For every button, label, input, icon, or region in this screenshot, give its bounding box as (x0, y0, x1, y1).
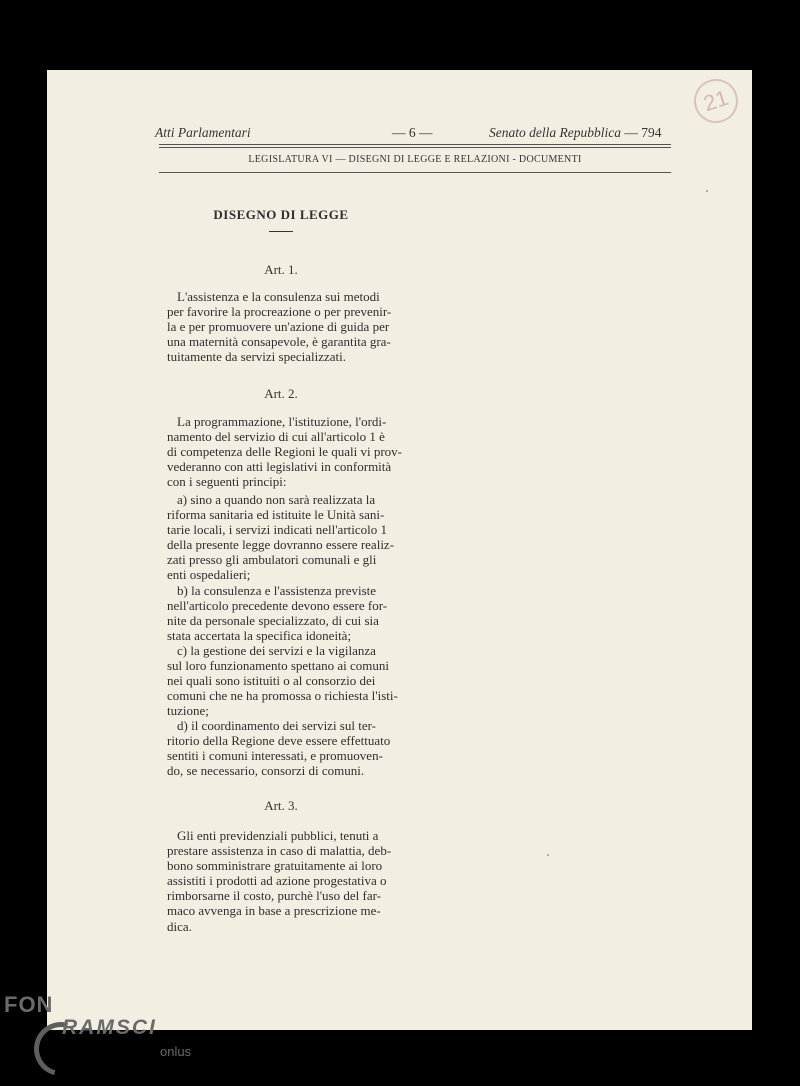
text-line: assistiti i prodotti ad azione progestativa o (167, 873, 387, 889)
header-doc-number: — 794 (624, 125, 662, 140)
text-line: do, se necessario, consorzi di comuni. (167, 763, 365, 779)
legislature-subheader: LEGISLATURA VI — DISEGNI DI LEGGE E RELAZIONI - DOCUMENTI (248, 154, 582, 165)
text-line: rimborsarne il costo, purchè l'uso del far- (167, 888, 381, 904)
text-line: vederanno con atti legislativi in conformità (167, 459, 392, 475)
document-page (47, 70, 752, 1030)
text-line: bono somministrare gratuitamente ai loro (167, 858, 383, 874)
text-line: dica. (167, 918, 192, 934)
text-line: sentiti i comuni interessati, e promuoven- (167, 748, 383, 764)
art2-intro (167, 414, 407, 489)
text-line: prestare assistenza in caso di malattia, deb- (167, 843, 392, 859)
title-underline (269, 231, 293, 232)
paper-speck (706, 190, 708, 192)
paper-speck (547, 854, 549, 856)
text-line: b) la consulenza e l'assistenza previste (177, 583, 377, 598)
header-page-number: — 6 — (392, 125, 433, 140)
header-rule-double (159, 147, 671, 148)
text-line: tarie locali, i servizi indicati nell'articolo 1 (167, 522, 388, 538)
text-line: comuni che ne ha promossa o richiesta l'isti- (167, 688, 398, 704)
art2-heading: Art. 2. (264, 386, 298, 401)
text-line: con i seguenti principi: (167, 474, 287, 490)
text-line: Gli enti previdenziali pubblici, tenuti a (177, 828, 379, 843)
art3-heading: Art. 3. (264, 798, 298, 813)
header-senate: Senato della Repubblica (489, 125, 621, 140)
text-line: zati presso gli ambulatori comunali e gli (167, 552, 377, 568)
text-line: stata accertata la specifica idoneità; (167, 628, 352, 644)
header-rule-top (159, 144, 671, 145)
page-stamp: 21 (688, 73, 743, 128)
text-line: namento del servizio di cui all'articolo 1 è (167, 429, 385, 445)
header-left: Atti Parlamentari (155, 125, 251, 140)
art2-item-a (167, 492, 407, 583)
text-line: a) sino a quando non sarà realizzata la (177, 492, 376, 507)
art2-item-d (167, 718, 407, 778)
watermark-logo (0, 990, 230, 1080)
text-line: per favorire la procreazione o per prevenir- (167, 304, 392, 320)
text-line: enti ospedalieri; (167, 567, 251, 583)
text-line: sul loro funzionamento spettano ai comuni (167, 658, 390, 674)
art1-paragraph (167, 289, 407, 364)
text-line: una maternità consapevole, è garantita gra- (167, 334, 391, 350)
text-line: tuzione; (167, 703, 209, 719)
art2-item-c (167, 643, 407, 718)
text-line: di competenza delle Regioni le quali vi prov- (167, 444, 403, 460)
text-line: nite da personale specializzato, di cui sia (167, 613, 379, 629)
text-line: della presente legge dovranno essere realiz- (167, 537, 395, 553)
text-line: d) il coordinamento dei servizi sul ter- (177, 718, 377, 733)
text-line: riforma sanitaria ed istituite le Unità sani- (167, 507, 385, 523)
header-rule-bottom (159, 172, 671, 173)
text-line: La programmazione, l'istituzione, l'ordi- (177, 414, 387, 429)
text-line: tuitamente da servizi specializzati. (167, 349, 347, 365)
watermark-text-2: RAMSCI (62, 1016, 157, 1039)
text-line: maco avvenga in base a prescrizione me- (167, 903, 381, 919)
text-line: nei quali sono istituiti o al consorzio dei (167, 673, 376, 689)
watermark-text-3: onlus (160, 1044, 192, 1059)
art1-heading: Art. 1. (264, 262, 298, 277)
art2-item-b (167, 583, 407, 643)
text-line: ritorio della Regione deve essere effettuato (167, 733, 391, 749)
text-line: nell'articolo precedente devono essere for- (167, 598, 388, 614)
text-line: c) la gestione dei servizi e la vigilanza (177, 643, 376, 658)
document-title: DISEGNO DI LEGGE (213, 207, 349, 222)
text-line: L'assistenza e la consulenza sui metodi (177, 289, 380, 304)
art3-paragraph (167, 828, 407, 934)
text-line: la e per promuovere un'azione di guida per (167, 319, 390, 335)
watermark-text-1: FON (4, 992, 54, 1017)
header-right (489, 125, 661, 141)
